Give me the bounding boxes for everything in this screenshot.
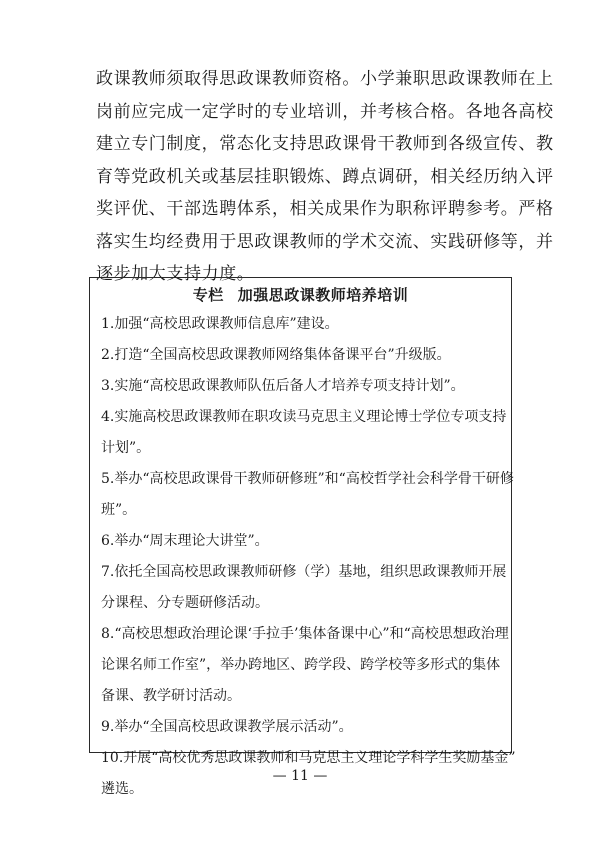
page-number: — 11 — xyxy=(272,768,328,784)
item-line: 6.举办“周末理论大讲堂”。 xyxy=(101,533,269,549)
column-label: 专栏 xyxy=(192,286,224,304)
list-item xyxy=(101,619,509,712)
paragraph-line: 岗前应完成一定学时的专业培训，并考核合格。各地各高校 xyxy=(96,101,554,122)
paragraph-line: 逐步加大支持力度。 xyxy=(96,264,255,284)
item-line: 7.依托全国高校思政课教师研修（学）基地，组织思政课教师开展 xyxy=(101,564,507,580)
list-item xyxy=(101,464,514,526)
item-line: 2.打造“全国高校思政课教师网络集体备课平台”升级版。 xyxy=(101,347,451,363)
list-item xyxy=(101,557,507,619)
item-line: 10.开展“高校优秀思政课教师和马克思主义理论学科学生奖励基金” xyxy=(101,750,516,766)
item-line: 计划”。 xyxy=(101,440,151,456)
item-line: 备课、教学研讨活动。 xyxy=(101,688,241,704)
list-item xyxy=(101,371,503,402)
item-line: 3.实施“高校思政课教师队伍后备人才培养专项支持计划”。 xyxy=(101,378,465,394)
paragraph-line: 建立专门制度，常态化支持思政课骨干教师到各级宣传、教 xyxy=(96,134,554,154)
column-title: 加强思政课教师培养培训 xyxy=(237,286,409,304)
list-item xyxy=(101,309,503,340)
item-line: 论课名师工作室”，举办跨地区、跨学段、跨学校等多形式的集体 xyxy=(101,657,501,673)
list-item xyxy=(101,712,503,743)
item-line: 分课程、分专题研修活动。 xyxy=(101,595,269,611)
item-line: 5.举办“高校思政课骨干教师研修班”和“高校哲学社会科学骨干研修 xyxy=(101,471,514,487)
item-line: 遴选。 xyxy=(101,781,143,797)
paragraph-line: 育等党政机关或基层挂职锻炼、蹲点调研，相关经历纳入评 xyxy=(96,166,554,187)
paragraph-line: 奖评优、干部选聘体系，相关成果作为职称评聘参考。严格 xyxy=(96,199,554,219)
body-paragraph xyxy=(96,63,554,291)
item-line: 8.“高校思想政治理论课‘手拉手’集体备课中心”和“高校思想政治理 xyxy=(101,626,509,642)
paragraph-line: 落实生均经费用于思政课教师的学术交流、实践研修等，并 xyxy=(96,231,554,252)
item-line: 1.加强“高校思政课教师信息库”建设。 xyxy=(101,316,339,332)
item-line: 4.实施高校思政课教师在职攻读马克思主义理论博士学位专项支持 xyxy=(101,409,507,425)
list-item xyxy=(101,402,507,464)
column-item-list xyxy=(101,309,516,805)
paragraph-line: 政课教师须取得思政课教师资格。小学兼职思政课教师在上 xyxy=(96,69,554,89)
list-item xyxy=(101,526,503,557)
list-item xyxy=(101,340,503,371)
item-line: 班”。 xyxy=(101,502,137,518)
column-box-title xyxy=(90,284,511,305)
item-line: 9.举办“全国高校思政课教学展示活动”。 xyxy=(101,719,353,735)
